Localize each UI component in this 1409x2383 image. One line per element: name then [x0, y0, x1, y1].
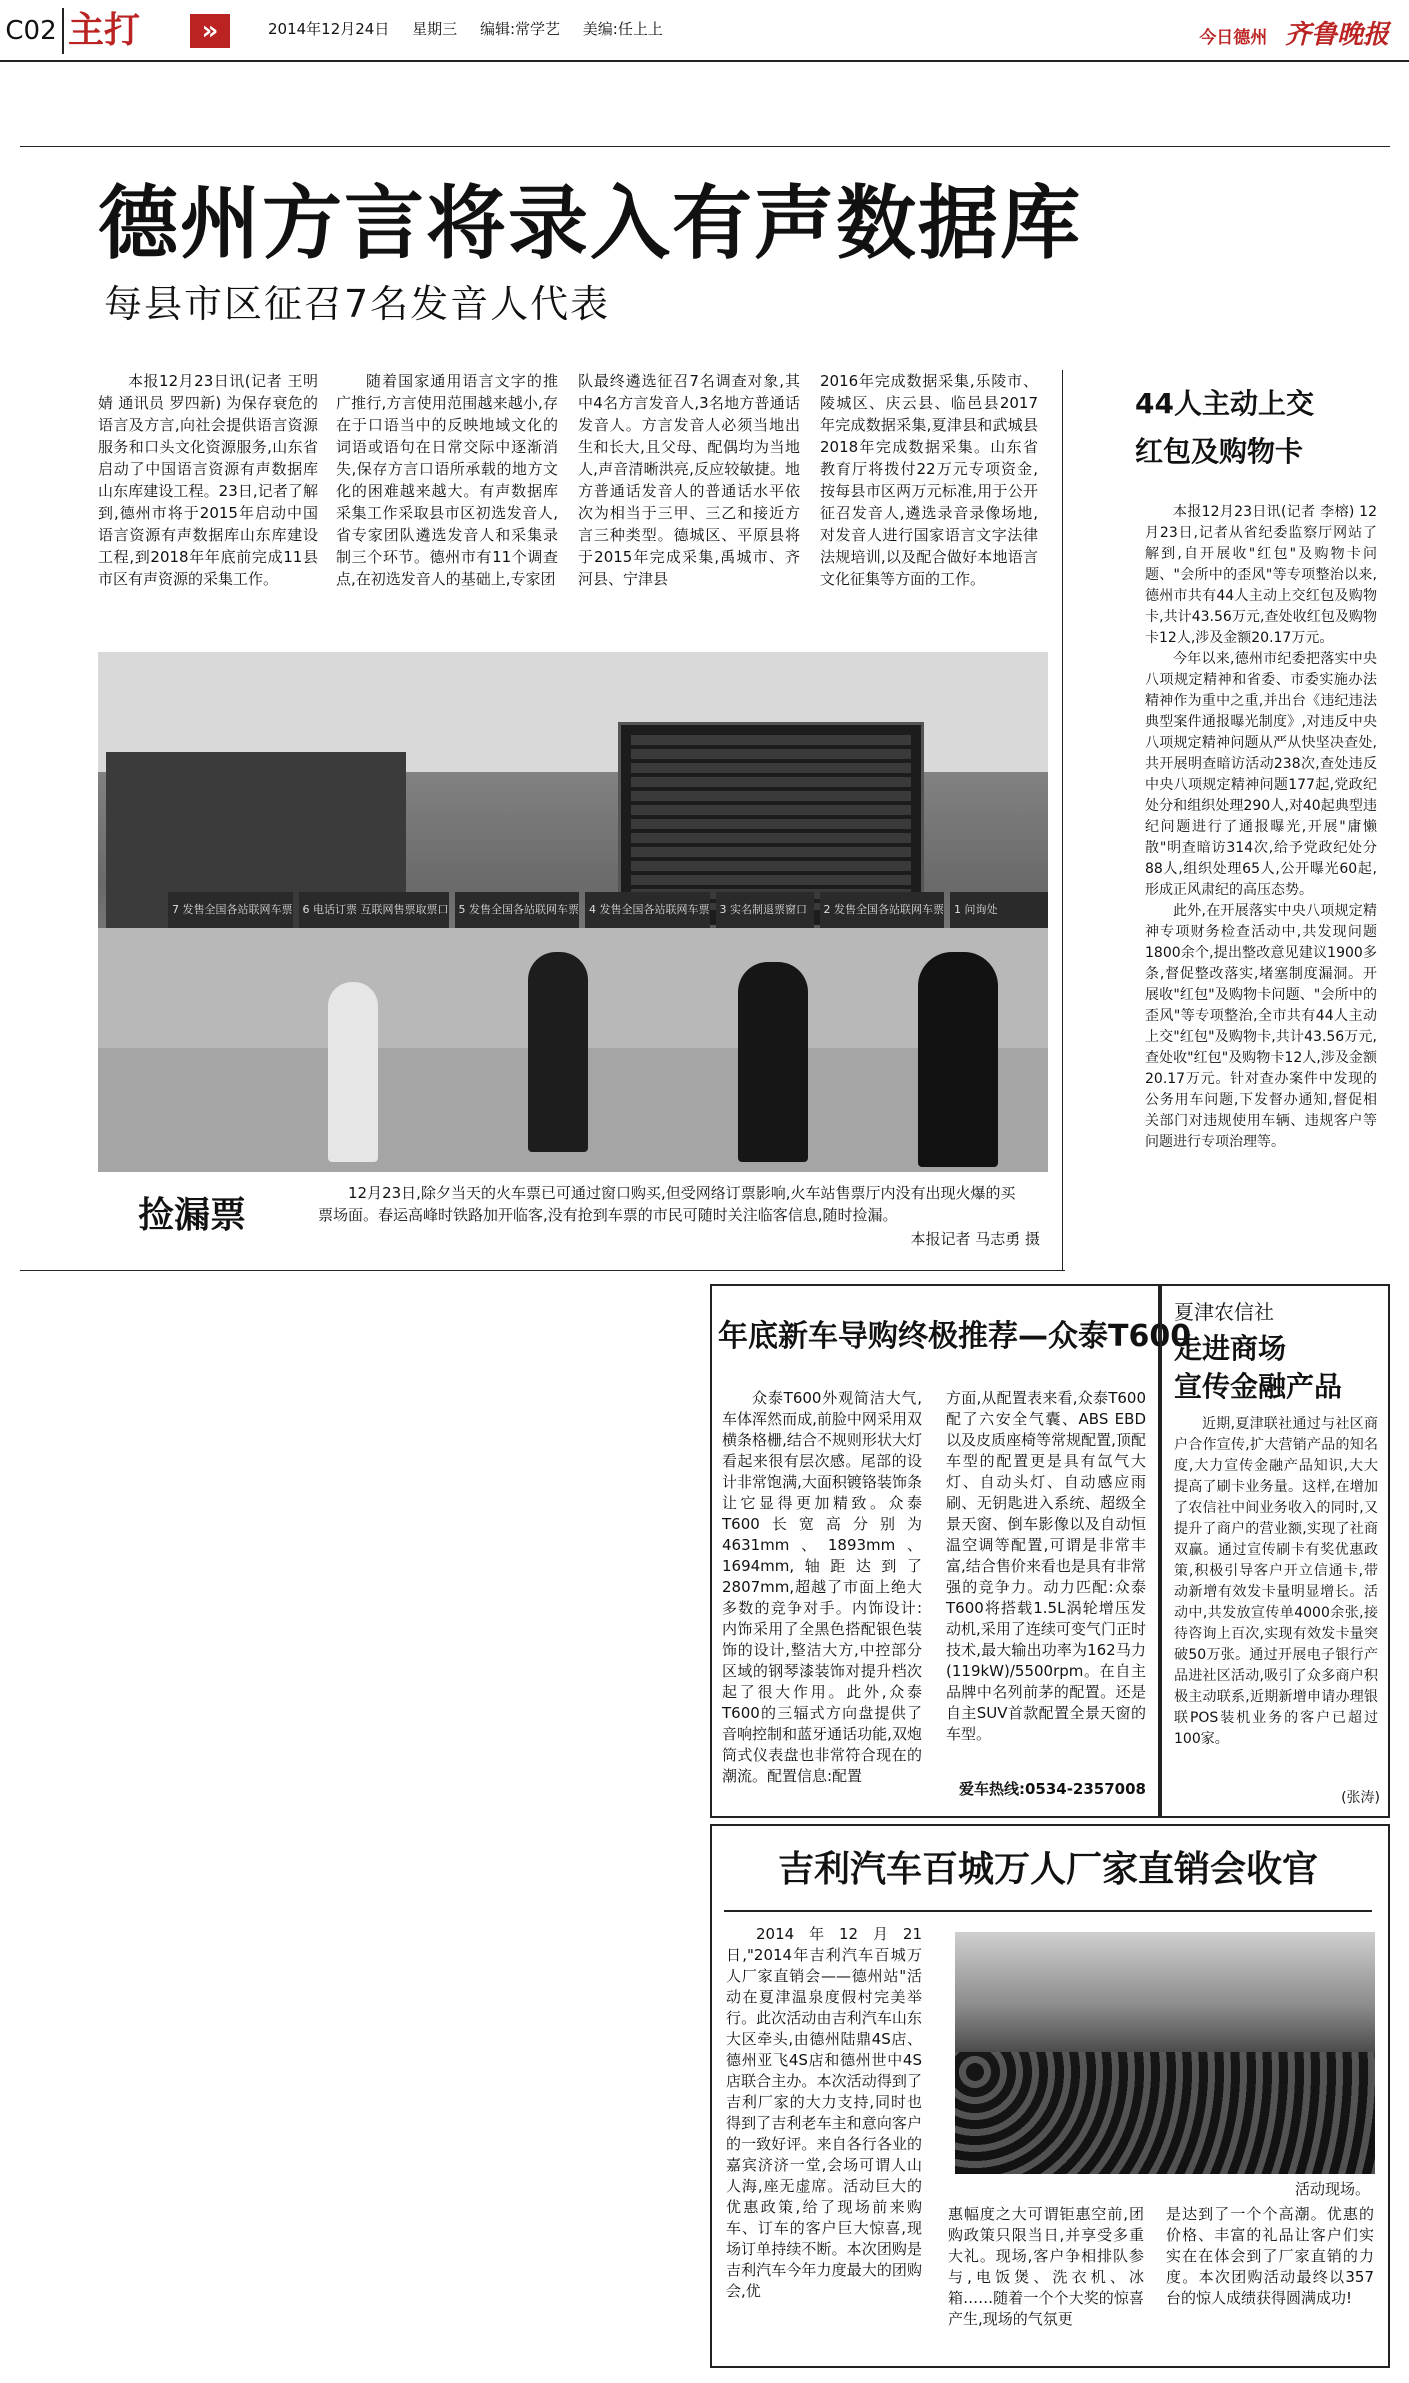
geely-headline-rule	[724, 1910, 1372, 1912]
car-ad-col-1	[722, 1388, 922, 1808]
car-ad-col-2-text: 方面,从配置表来看,众泰T600配了六安全气囊、ABS EBD以及皮质座椅等常规配置,顶配车型的配置更是具有氙气大灯、自动头灯、自动感应雨刷、无钥匙进入系统、超级全景天窗、倒车影像以及自动恒温空调等配置,可谓是非常丰富,结合售价来看也是具有非常强的竞争力。动力匹配:众泰T600将搭载1.5L涡轮增压发动机,采用了连续可变气门正时技术,最大输出功率为162马力(119kW)/5500rpm。在自主品牌中名列前茅的配置。还是自主SUV首款配置全景天窗的车型。	[946, 1389, 1146, 1743]
right-story-para-1: 本报12月23日讯(记者 李榕) 12月23日,记者从省纪委监察厅网站了解到,自开展收"红包"及购物卡问题、"会所中的歪风"等专项整治以来,德州市共有44人主动上交红包及购物卡,共计43.56万元,查处收红包及购物卡12人,涉及金额20.17万元。	[1145, 504, 1377, 646]
geely-headline: 吉利汽车百城万人厂家直销会收官	[777, 1849, 1318, 1890]
main-col-4	[820, 370, 1038, 605]
main-col-1-text: 本报12月23日讯(记者 王明婧 通讯员 罗四新) 为保存衰危的语言及方言,向社会提供语言资源服务和口头文化资源服务,山东省启动了中国语言资源有声数据库山东库建设工程。23日,记者了解到,德州市将于2015年启动中国语言资源有声数据库山东库建设工程,到2018年年底前完成11县市区有声资源的采集工作。	[98, 372, 318, 588]
car-ad-headline: 年底新车导购终极推荐—众泰T600	[718, 1319, 1192, 1354]
geely-col-3	[1166, 2204, 1374, 2354]
section-title: 主打	[68, 10, 141, 51]
right-story-body	[1145, 502, 1377, 1252]
page-number: C02	[5, 16, 57, 46]
main-col-1	[98, 370, 318, 605]
geely-col-3-text: 是达到了一个个高潮。优惠的价格、丰富的礼品让客户们实实在在体会到了厂家直销的力度。本次团购活动最终以357台的惊人成绩获得圆满成功!	[1166, 2205, 1374, 2307]
brand-paper-logo: 齐鲁晚报	[1284, 20, 1389, 50]
header-rule	[0, 60, 1409, 62]
geely-col-2-text: 惠幅度之大可谓钜惠空前,团购政策只限当日,并享受多重大礼。现场,客户争相排队参与,电饭煲、洗衣机、冰箱……随着一个个大奖的惊喜产生,现场的气氛更	[948, 2205, 1144, 2328]
main-subhead: 每县市区征召7名发音人代表	[104, 282, 611, 326]
section-arrow-icon: »	[190, 14, 230, 48]
traveler-figure	[528, 952, 588, 1152]
header-divider	[62, 8, 64, 54]
event-photo-caption: 活动现场。	[1294, 2180, 1370, 2198]
car-ad-col-1-text: 众泰T600外观简洁大气,车体浑然而成,前脸中网采用双横条格栅,结合不规则形状大灯看起来很有层次感。尾部的设计非常饱满,大面积镀铬装饰条让它显得更加精致。众泰T600长宽高分别为4631mm、1893mm、1694mm,轴距达到了2807mm,超越了市面上绝大多数的竞争对手。内饰设计:内饰采用了全黑色搭配银色装饰的设计,整洁大方,中控部分区域的钢琴漆装饰对提升档次起了很大作用。此外,众泰T600的三辐式方向盘提供了音响控制和蓝牙通话功能,双炮筒式仪表盘也非常符合现在的潮流。配置信息:配置	[722, 1389, 922, 1785]
car-ad-col-2	[946, 1388, 1146, 1768]
board-rows	[631, 735, 911, 910]
photo-bottom-rule	[20, 1270, 1065, 1271]
right-column-rule	[1062, 370, 1063, 1270]
bank-kicker: 夏津农信社	[1174, 1300, 1274, 1324]
main-col-2-text: 随着国家通用语言文字的推广推行,方言使用范围越来越小,存在于口语当中的反映地域文化的词语或语句在日常交际中逐渐消失,保存方言口语所承载的地方文化的困难越来越大。有声数据库采集工作采取县市区初选发音人,省专家团队遴选发音人和采集录制三个环节。德州市有11个调查点,在初选发音人的基础上,专家团	[336, 372, 558, 588]
right-story-para-3: 此外,在开展落实中央八项规定精神专项财务检查活动中,共发现问题1800余个,提出整改意见建议1900多条,督促整改落实,堵塞制度漏洞。开展收"红包"及购物卡问题、"会所中的歪风"等专项整治,全市共有44人主动上交"红包"及购物卡,共计43.56万元,查处收"红包"及购物卡12人,涉及金额20.17万元。针对查办案件中发现的公务用车问题,下发督办通知,督促相关部门对违规使用车辆、违规客户等问题进行专项治理等。	[1145, 903, 1377, 1150]
bank-headline	[1174, 1330, 1384, 1406]
designer-credit: 美编:任上上	[582, 20, 663, 38]
photo-caption: 12月23日,除夕当天的火车票已可通过窗口购买,但受网络订票影响,火车站售票厅内没有出现火爆的买票场面。春运高峰时铁路加开临客,没有抢到车票的市民可随时关注临客信息,随时捡漏。	[318, 1184, 1016, 1224]
window-sign-5: 5 发售全国各站联网车票	[455, 892, 580, 928]
window-sign-7: 7 发售全国各站联网车票	[168, 892, 293, 928]
right-story-para-2: 今年以来,德州市纪委把落实中央八项规定精神和省委、市委实施办法精神作为重中之重,并出台《违纪违法典型案件通报曝光制度》,对违反中央八项规定精神问题从严从快坚决查处,共开展明查暗访活动238次,查处违反中央八项规定精神问题177起,党政纪处分和组织处理290人,对40起典型违纪问题进行了通报曝光,开展"庸懒散"明查暗访314次,给予党政纪处分88人,组织处理65人,公开曝光60起,形成正风肃纪的高压态势。	[1145, 651, 1377, 898]
main-col-3	[578, 370, 800, 605]
masthead-brand	[1199, 14, 1389, 51]
right-headline-line-1: 44人主动上交	[1135, 387, 1314, 420]
ticket-hall-photo	[98, 652, 1048, 1172]
top-thin-rule	[20, 146, 1390, 147]
issue-weekday: 星期三	[412, 20, 458, 38]
photo-label: 捡漏票	[138, 1195, 247, 1236]
bank-body	[1174, 1414, 1378, 1792]
traveler-figure	[328, 982, 378, 1162]
main-col-4-text: 2016年完成数据采集,乐陵市、陵城区、庆云县、临邑县2017年完成数据采集,夏津县和武城县2018年完成数据采集。山东省教育厅将拨付22万元专项资金,按每县市区两万元标准,用于公开征召发音人,遴选录音录像场地,对发音人进行国家语言文字法律法规培训,以及配合做好本地语言文化征集等方面的工作。	[820, 372, 1038, 588]
photo-credit: 本报记者 马志勇 摄	[910, 1230, 1040, 1248]
traveler-figure	[738, 962, 808, 1162]
main-col-2	[336, 370, 558, 605]
window-sign-1: 1 问询处	[950, 892, 1048, 928]
editor-credit: 编辑:常学艺	[479, 20, 560, 38]
brand-local: 今日德州	[1199, 28, 1268, 48]
window-sign-3: 3 实名制退票窗口	[716, 892, 814, 928]
header-meta	[268, 18, 968, 40]
bank-body-text: 近期,夏津联社通过与社区商户合作宣传,扩大营销产品的知名度,大力宣传金融产品知识,大大提高了刷卡业务量。这样,在增加了农信社中间业务收入的同时,又提升了商户的营业额,实现了社商双赢。通过宣传刷卡有奖优惠政策,积极引导客户开立信通卡,带动新增有效发卡量明显增长。活动中,共发放宣传单4000余张,接待咨询上百次,实现有效发卡量突破50万张。通过开展电子银行产品进社区活动,吸引了众多商户积极主动联系,近期新增申请办理银联POS装机业务的客户已超过100家。	[1174, 1416, 1378, 1747]
right-headline-line-2: 红包及购物卡	[1135, 435, 1304, 468]
traveler-figure	[918, 952, 998, 1167]
bank-headline-line-2: 宣传金融产品	[1174, 1370, 1343, 1403]
geely-col-1	[726, 1924, 922, 2354]
geely-col-1-text: 2014年12月21日,"2014年吉利汽车百城万人厂家直销会——德州站"活动在夏津温泉度假村完美举行。此次活动由吉利汽车山东大区牵头,由德州陆鼎4S店、德州亚飞4S店和德州世中4S店联合主办。本次活动得到了吉利厂家的大力支持,同时也得到了吉利老车主和意向客户的一致好评。来自各行各业的嘉宾济济一堂,会场可谓人山人海,座无虚席。活动巨大的优惠政策,给了现场前来购车、订车的客户巨大惊喜,现场订单持续不断。本次团购是吉利汽车今年力度最大的团购会,优	[726, 1925, 922, 2300]
main-headline: 德州方言将录入有声数据库	[98, 177, 1082, 270]
window-sign-6: 6 电话订票 互联网售票取票口	[299, 892, 449, 928]
window-sign-2: 2 发售全国各站联网车票	[820, 892, 945, 928]
bank-headline-line-1: 走进商场	[1174, 1332, 1287, 1365]
bank-author: (张涛)	[1341, 1790, 1380, 1806]
event-crowd-photo	[955, 1932, 1375, 2174]
geely-col-2	[948, 2204, 1144, 2354]
window-signs	[168, 892, 1048, 928]
main-col-3-text: 队最终遴选征召7名调查对象,其中4名方言发音人,3名地方普通话发音人。方言发音人必须当地出生和长大,且父母、配偶均为当地人,声音清晰洪亮,反应较敏捷。地方普通话发音人的普通话水平依次为相当于三甲、三乙和接近方言三种类型。德城区、平原县将于2015年完成采集,禹城市、齐河县、宁津县	[578, 372, 800, 588]
issue-date: 2014年12月24日	[268, 20, 390, 38]
window-sign-4: 4 发售全国各站联网车票	[585, 892, 710, 928]
car-ad-hotline: 爱车热线:0534-2357008	[958, 1780, 1146, 1798]
crowd-heads	[955, 2052, 1375, 2174]
right-headline	[1135, 380, 1375, 476]
